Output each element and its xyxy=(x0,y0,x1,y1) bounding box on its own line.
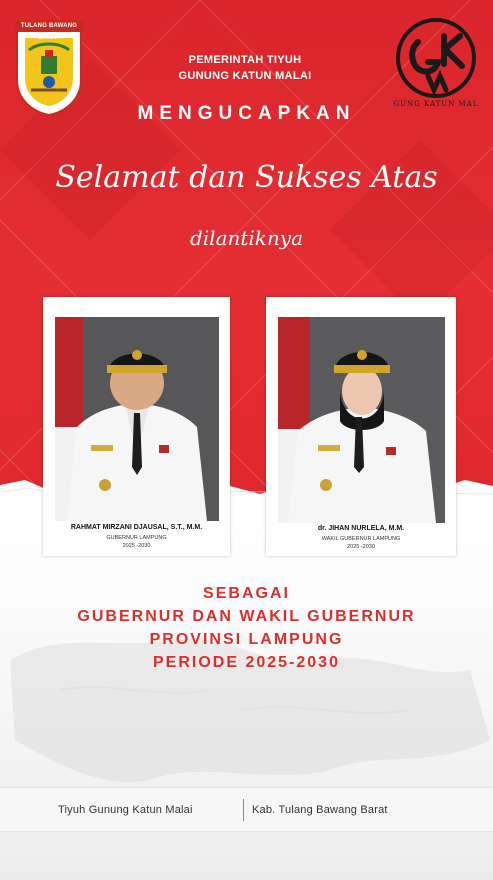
footer-left-text: Tiyuh Gunung Katun Malai xyxy=(58,804,193,816)
governor-name: RAHMAT MIRZANI DJAUSAL, S.T., M.M. xyxy=(70,524,203,531)
announcement-line4: PERIODE 2025-2030 xyxy=(153,654,340,671)
vice-governor-photo xyxy=(278,317,445,523)
governor-photo xyxy=(55,317,219,521)
government-title-line1: PEMERINTAH TIYUH xyxy=(188,54,302,66)
vice-governor-portrait-illustration xyxy=(278,317,445,523)
announcement-line1: SEBAGAI xyxy=(203,585,290,602)
greeting-script-line2: dilantiknya xyxy=(189,226,304,250)
footer-right-text: Kab. Tulang Bawang Barat xyxy=(252,804,388,816)
greeting-heading: MENGUCAPKAN xyxy=(137,103,356,124)
footer-divider xyxy=(243,799,244,821)
governor-position: GUBERNUR LAMPUNG xyxy=(106,535,167,541)
governor-portrait-illustration xyxy=(55,317,219,521)
vice-governor-period: 2025 -2030 xyxy=(347,544,375,550)
government-title-line2: GUNUNG KATUN MALAI xyxy=(178,70,312,82)
footer-bar xyxy=(0,787,493,832)
governor-card xyxy=(43,297,230,556)
announcement-line2: GUBERNUR DAN WAKIL GUBERNUR xyxy=(77,608,416,625)
greeting-script-line1: Selamat dan Sukses Atas xyxy=(55,160,438,195)
svg-text:GUNG KATUN MAL: GUNG KATUN MAL xyxy=(393,100,479,108)
emblem-banner: TULANG BAWANG BARAT xyxy=(15,20,83,32)
government-title xyxy=(140,52,350,84)
gkm-monogram-logo-icon xyxy=(388,14,484,110)
vice-governor-name: dr. JIHAN NURLELA, M.M. xyxy=(317,525,405,532)
vice-governor-card xyxy=(266,297,456,556)
vice-governor-position: WAKIL GUBERNUR LAMPUNG xyxy=(321,536,401,542)
announcement-line3: PROVINSI LAMPUNG xyxy=(149,631,344,648)
governor-period: 2025 -2030 xyxy=(122,543,151,549)
